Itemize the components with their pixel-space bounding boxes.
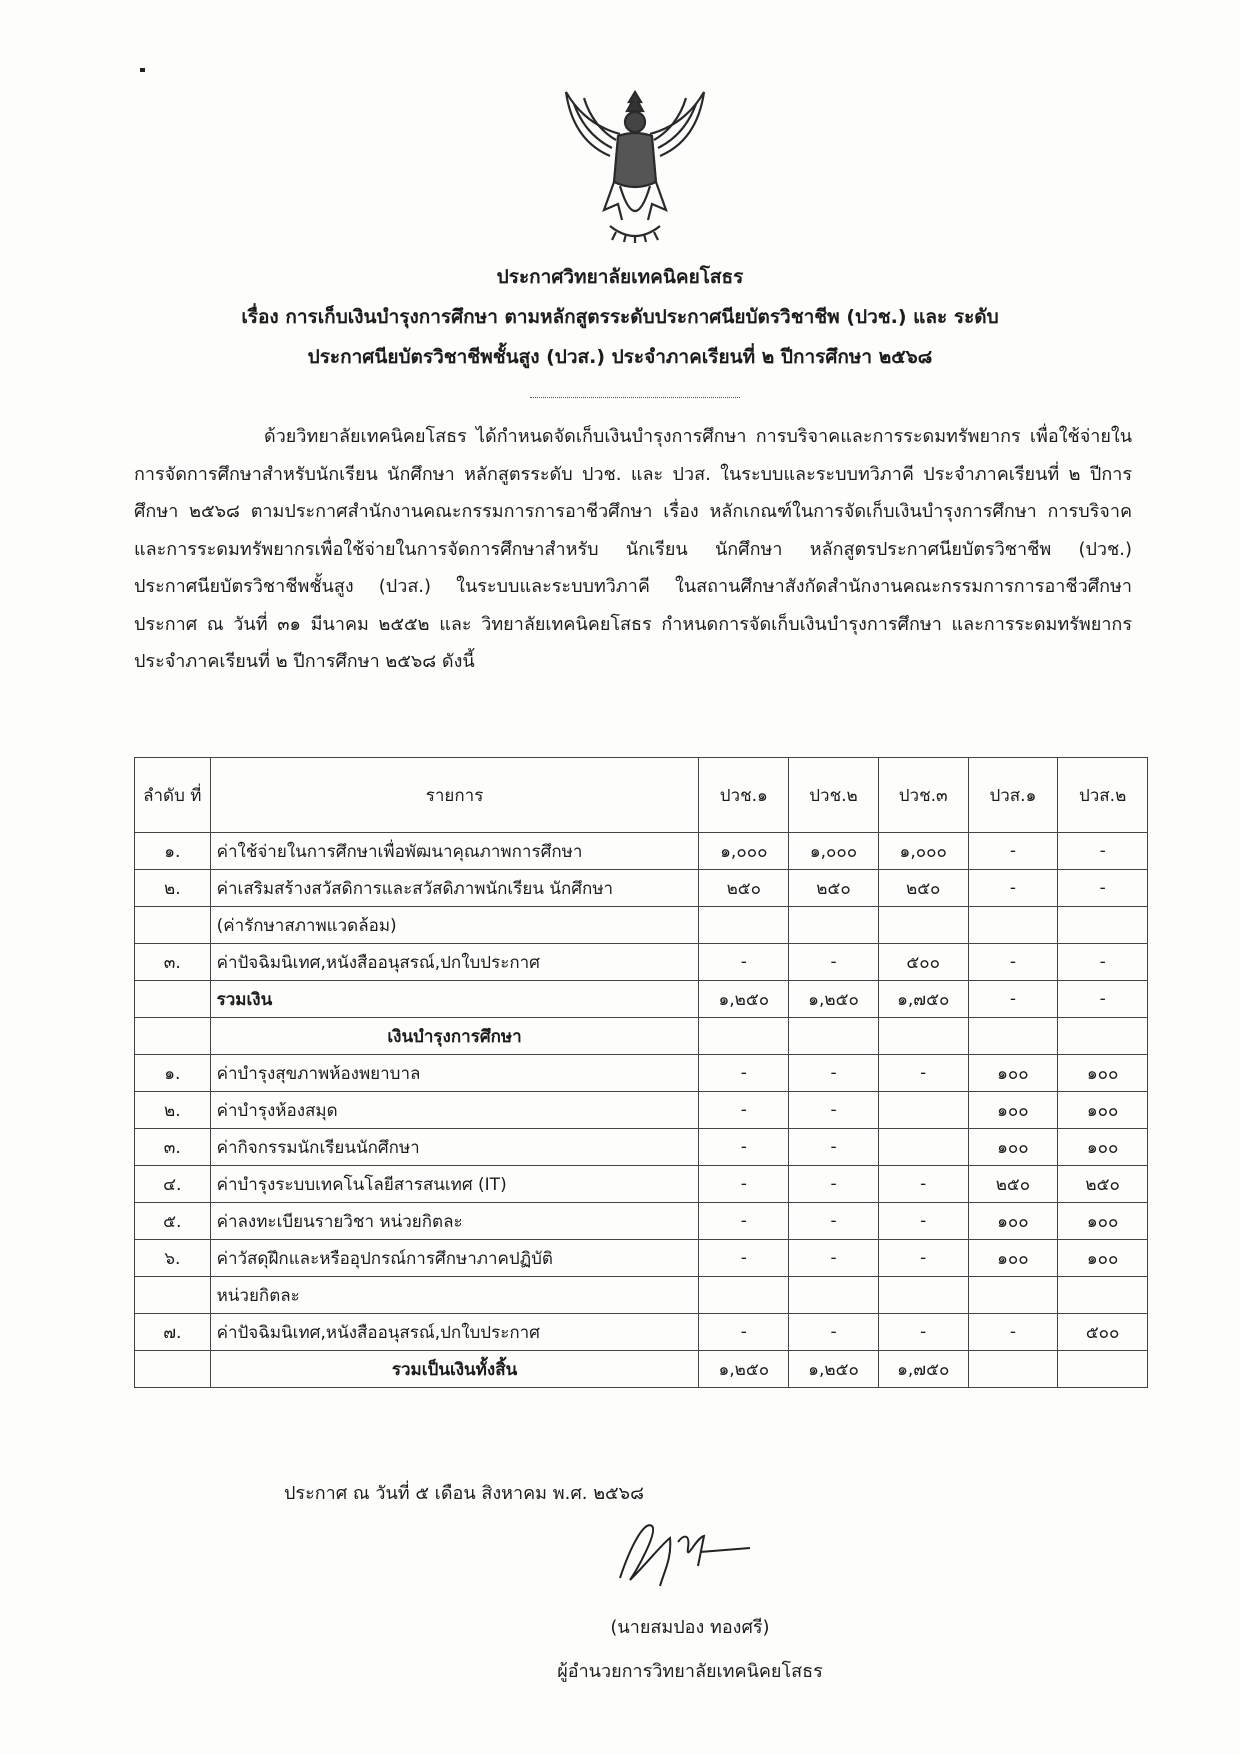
cell-pvc2	[789, 907, 879, 944]
cell-hvc2: -	[1058, 981, 1148, 1018]
cell-pvc1: -	[699, 1166, 789, 1203]
cell-pvc2: -	[789, 1129, 879, 1166]
cell-pvc3: ๒๕๐	[878, 870, 968, 907]
cell-item: รวมเป็นเงินทั้งสิ้น	[210, 1351, 699, 1388]
cell-order	[135, 1351, 211, 1388]
cell-hvc2: ๑๐๐	[1058, 1055, 1148, 1092]
cell-hvc2: ๑๐๐	[1058, 1203, 1148, 1240]
cell-pvc2: -	[789, 1166, 879, 1203]
cell-order: ๗.	[135, 1314, 211, 1351]
table-row	[135, 1018, 1148, 1055]
cell-item: ค่าใช้จ่ายในการศึกษาเพื่อพัฒนาคุณภาพการศึกษา	[210, 833, 699, 870]
cell-pvc2: ๒๕๐	[789, 870, 879, 907]
cell-pvc1: -	[699, 1240, 789, 1277]
cell-pvc2	[789, 1018, 879, 1055]
cell-pvc3	[878, 1277, 968, 1314]
cell-order	[135, 981, 211, 1018]
cell-pvc1	[699, 1277, 789, 1314]
cell-pvc1	[699, 1018, 789, 1055]
cell-pvc1: ๒๕๐	[699, 870, 789, 907]
announcement-title: ประกาศวิทยาลัยเทคนิคยโสธร	[496, 266, 744, 288]
cell-item: ค่าบำรุงระบบเทคโนโลยีสารสนเทศ (IT)	[210, 1166, 699, 1203]
cell-item: ค่าปัจฉิมนิเทศ,หนังสืออนุสรณ์,ปกใบประกาศ	[210, 1314, 699, 1351]
cell-pvc1: -	[699, 1314, 789, 1351]
cell-hvc2	[1058, 1351, 1148, 1388]
cell-pvc1: -	[699, 1055, 789, 1092]
cell-pvc3: ๑,๗๕๐	[878, 1351, 968, 1388]
cell-pvc1: ๑,๐๐๐	[699, 833, 789, 870]
cell-pvc1: -	[699, 1203, 789, 1240]
cell-hvc1: ๑๐๐	[968, 1055, 1058, 1092]
cell-pvc3: -	[878, 1055, 968, 1092]
cell-item: ค่าเสริมสร้างสวัสดิการและสวัสดิภาพนักเรียน นักศึกษา	[210, 870, 699, 907]
cell-hvc1: -	[968, 944, 1058, 981]
header-hvc2: ปวส.๒	[1058, 758, 1148, 833]
cell-item: รวมเงิน	[210, 981, 699, 1018]
garuda-emblem-icon	[560, 86, 710, 244]
cell-pvc2: -	[789, 1240, 879, 1277]
cell-pvc1: -	[699, 944, 789, 981]
table-row	[135, 1055, 1148, 1092]
cell-pvc2: -	[789, 1203, 879, 1240]
table-row	[135, 1351, 1148, 1388]
cell-hvc2: ๑๐๐	[1058, 1129, 1148, 1166]
cell-hvc1: ๑๐๐	[968, 1092, 1058, 1129]
table-row	[135, 1092, 1148, 1129]
subject-line-continued: ประกาศนียบัตรวิชาชีพชั้นสูง (ปวส.) ประจำภาคเรียนที่ ๒ ปีการศึกษา ๒๕๖๘	[307, 346, 933, 368]
cell-pvc1: ๑,๒๕๐	[699, 981, 789, 1018]
cell-hvc1: -	[968, 1314, 1058, 1351]
header-order: ลำดับ ที่	[135, 758, 211, 833]
cell-order: ๒.	[135, 870, 211, 907]
cell-hvc1: ๒๕๐	[968, 1166, 1058, 1203]
cell-item: หน่วยกิตละ	[210, 1277, 699, 1314]
cell-pvc3	[878, 1018, 968, 1055]
header-pvc1: ปวช.๑	[699, 758, 789, 833]
cell-item: เงินบำรุงการศึกษา	[210, 1018, 699, 1055]
table-row	[135, 1240, 1148, 1277]
cell-hvc2	[1058, 1018, 1148, 1055]
cell-hvc1: -	[968, 833, 1058, 870]
cell-pvc2	[789, 1277, 879, 1314]
table-row	[135, 1277, 1148, 1314]
cell-order	[135, 1277, 211, 1314]
cell-pvc2: ๑,๐๐๐	[789, 833, 879, 870]
cell-item: ค่ากิจกรรมนักเรียนนักศึกษา	[210, 1129, 699, 1166]
cell-pvc3: -	[878, 1166, 968, 1203]
cell-hvc1: ๑๐๐	[968, 1240, 1058, 1277]
cell-pvc1: -	[699, 1129, 789, 1166]
cell-hvc2: -	[1058, 870, 1148, 907]
cell-order: ๑.	[135, 833, 211, 870]
cell-item: (ค่ารักษาสภาพแวดล้อม)	[210, 907, 699, 944]
cell-hvc1: ๑๐๐	[968, 1129, 1058, 1166]
cell-order	[135, 907, 211, 944]
announcement-body	[134, 418, 1132, 681]
fee-table-body	[135, 833, 1148, 1388]
table-row	[135, 981, 1148, 1018]
cell-item: ค่าบำรุงห้องสมุด	[210, 1092, 699, 1129]
cell-pvc3	[878, 1129, 968, 1166]
cell-hvc1: -	[968, 870, 1058, 907]
cell-order	[135, 1018, 211, 1055]
cell-order: ๓.	[135, 944, 211, 981]
cell-hvc1	[968, 1277, 1058, 1314]
cell-order: ๔.	[135, 1166, 211, 1203]
cell-item: ค่าปัจฉิมนิเทศ,หนังสืออนุสรณ์,ปกใบประกาศ	[210, 944, 699, 981]
cell-hvc2: ๑๐๐	[1058, 1240, 1148, 1277]
table-row	[135, 944, 1148, 981]
announcement-date: ประกาศ ณ วันที่ ๕ เดือน สิงหาคม พ.ศ. ๒๕๖๘	[284, 1483, 644, 1504]
cell-item: ค่าลงทะเบียนรายวิชา หน่วยกิตละ	[210, 1203, 699, 1240]
header-pvc2: ปวช.๒	[789, 758, 879, 833]
cell-order: ๓.	[135, 1129, 211, 1166]
fee-table-header-row	[135, 758, 1148, 833]
cell-order: ๒.	[135, 1092, 211, 1129]
table-row	[135, 1314, 1148, 1351]
cell-pvc2: -	[789, 1092, 879, 1129]
table-row	[135, 1129, 1148, 1166]
cell-pvc2: -	[789, 944, 879, 981]
cell-order: ๕.	[135, 1203, 211, 1240]
cell-pvc3: ๑,๗๕๐	[878, 981, 968, 1018]
header-item: รายการ	[210, 758, 699, 833]
cell-pvc2: -	[789, 1314, 879, 1351]
fee-table	[134, 757, 1148, 1388]
signer-title: ผู้อำนวยการวิทยาลัยเทคนิคยโสธร	[557, 1661, 823, 1682]
cell-pvc3: -	[878, 1203, 968, 1240]
cell-hvc1	[968, 907, 1058, 944]
body-paragraph: ด้วยวิทยาลัยเทคนิคยโสธร ได้กำหนดจัดเก็บเงินบำรุงการศึกษา การบริจาคและการระดมทรัพยากร เพื่อใช้จ่ายในการจัดการศึกษาสำหรับนักเรียน นักศึกษา หลักสูตรระดับ ปวช. และ ปวส. ในระบบและระบบทวิภาคี ประจำภาคเรียนที่ ๒ ปีการศึกษา ๒๕๖๘ ตามประกาศสำนักงานคณะกรรมการการอาชีวศึกษา เรื่อง หลักเกณฑ์ในการจัดเก็บเงินบำรุงการศึกษา การบริจาคและการระดมทรัพยากรเพื่อใช้จ่ายในการจัดการศึกษาสำหรับ นักเรียน นักศึกษา หลักสูตรประกาศนียบัตรวิชาชีพ (ปวช.) ประกาศนียบัตรวิชาชีพชั้นสูง (ปวส.) ในระบบและระบบทวิภาคี ในสถานศึกษาสังกัดสำนักงานคณะกรรมการการอาชีวศึกษาประกาศ ณ วันที่ ๓๑ มีนาคม ๒๕๕๒ และ วิทยาลัยเทคนิคยโสธร กำหนดการจัดเก็บเงินบำรุงการศึกษา และการระดมทรัพยากร ประจำภาคเรียนที่ ๒ ปีการศึกษา ๒๕๖๘ ดังนี้	[134, 426, 1132, 672]
cell-pvc2: ๑,๒๕๐	[789, 1351, 879, 1388]
table-row	[135, 870, 1148, 907]
table-row	[135, 1203, 1148, 1240]
cell-pvc3	[878, 1092, 968, 1129]
cell-item: ค่าบำรุงสุขภาพห้องพยาบาล	[210, 1055, 699, 1092]
cell-hvc1: ๑๐๐	[968, 1203, 1058, 1240]
cell-pvc3: -	[878, 1240, 968, 1277]
cell-hvc2: ๑๐๐	[1058, 1092, 1148, 1129]
header-pvc3: ปวช.๓	[878, 758, 968, 833]
cell-pvc1	[699, 907, 789, 944]
cell-order: ๑.	[135, 1055, 211, 1092]
cell-pvc3: ๕๐๐	[878, 944, 968, 981]
subject-line: เรื่อง การเก็บเงินบำรุงการศึกษา ตามหลักสูตรระดับประกาศนียบัตรวิชาชีพ (ปวช.) และ ระดับ	[241, 306, 999, 328]
scan-speck	[140, 68, 145, 72]
header-hvc1: ปวส.๑	[968, 758, 1058, 833]
cell-hvc1	[968, 1351, 1058, 1388]
table-row	[135, 833, 1148, 870]
cell-hvc2: -	[1058, 944, 1148, 981]
cell-item: ค่าวัสดุฝึกและหรืออุปกรณ์การศึกษาภาคปฏิบัติ	[210, 1240, 699, 1277]
cell-hvc1	[968, 1018, 1058, 1055]
cell-pvc3	[878, 907, 968, 944]
cell-pvc2: ๑,๒๕๐	[789, 981, 879, 1018]
cell-pvc1: -	[699, 1092, 789, 1129]
table-row	[135, 1166, 1148, 1203]
cell-hvc2: ๒๕๐	[1058, 1166, 1148, 1203]
cell-hvc2	[1058, 1277, 1148, 1314]
cell-order: ๖.	[135, 1240, 211, 1277]
signature	[600, 1508, 770, 1598]
title-divider	[530, 397, 740, 398]
table-row	[135, 907, 1148, 944]
cell-pvc3: ๑,๐๐๐	[878, 833, 968, 870]
cell-hvc2: ๕๐๐	[1058, 1314, 1148, 1351]
cell-pvc3: -	[878, 1314, 968, 1351]
cell-hvc1: -	[968, 981, 1058, 1018]
cell-hvc2: -	[1058, 833, 1148, 870]
cell-pvc1: ๑,๒๕๐	[699, 1351, 789, 1388]
signer-name: (นายสมปอง ทองศรี)	[610, 1617, 770, 1638]
cell-hvc2	[1058, 907, 1148, 944]
cell-pvc2: -	[789, 1055, 879, 1092]
